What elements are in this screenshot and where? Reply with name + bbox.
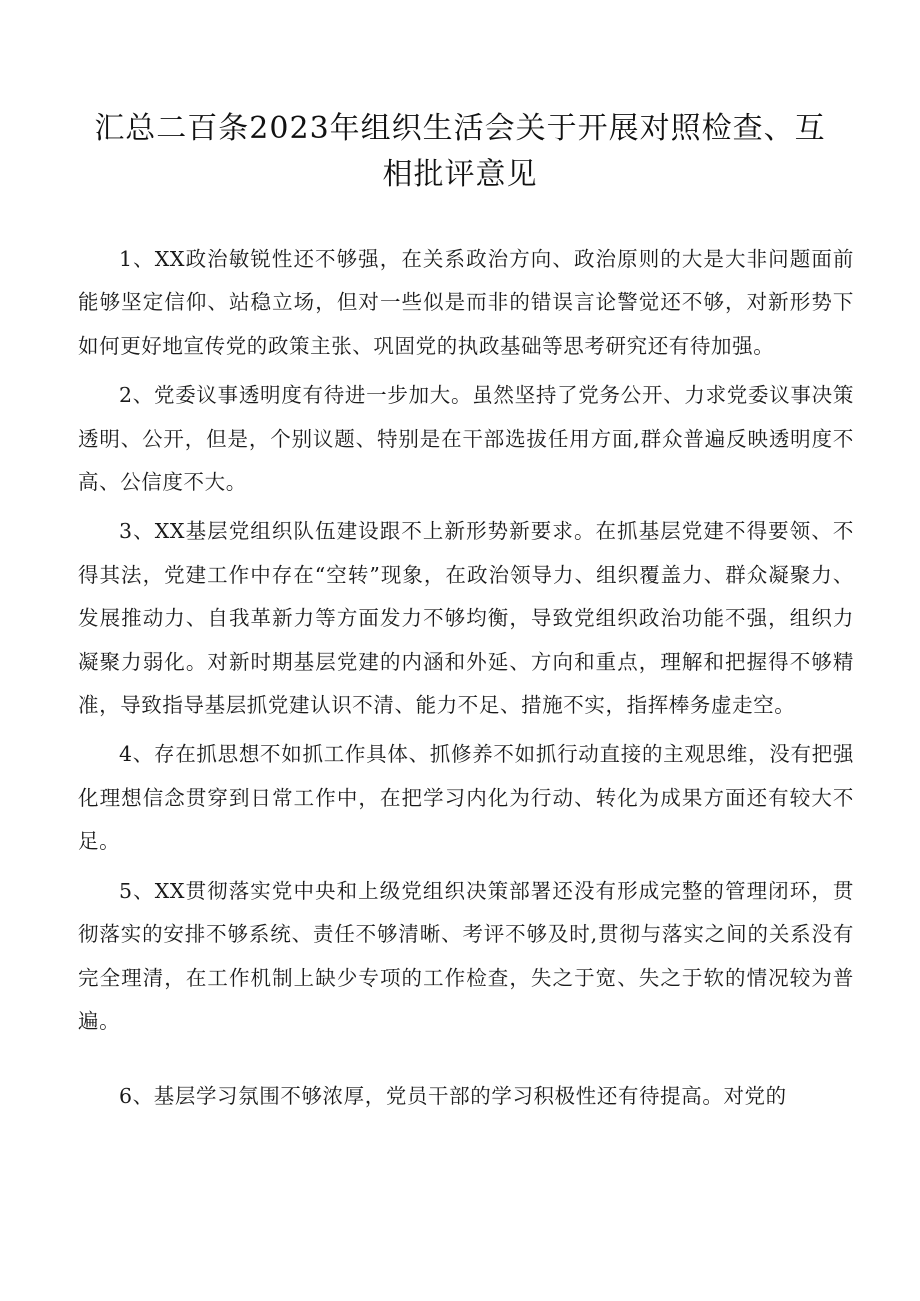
paragraph-1: 1、XX政治敏锐性还不够强，在关系政治方向、政治原则的大是大非问题面前能够坚定信仰、站稳立场，但对一些似是而非的错误言论警觉还不够，对新形势下如何更好地宣传党的政策主张、巩固党的执政基础等思考研究还有待加强。 [78,247,854,358]
paragraph-4: 4、存在抓思想不如抓工作具体、抓修养不如抓行动直接的主观思维，没有把强化理想信念贯穿到日常工作中，在把学习内化为行动、转化为成果方面还有较大不足。 [78,742,854,854]
paragraph-5: 5、XX贯彻落实党中央和上级党组织决策部署还没有形成完整的管理闭环，贯彻落实的安排不够系统、责任不够清晰、考评不够及时,贯彻与落实之间的关系没有完全理清，在工作机制上缺少专项的工作检查，失之于宽、失之于软的情况较为普遍。 [78,878,854,1033]
paragraph-3: 3、XX基层党组织队伍建设跟不上新形势新要求。在抓基层党建不得要领、不得其法，党建工作中存在“空转”现象，在政治领导力、组织覆盖力、群众凝聚力、发展推动力、自我革新力等方面发力不够均衡，导致党组织政治功能不强，组织力凝聚力弱化。对新时期基层党建的内涵和外延、方向和重点，理解和把握得不够精准，导致指导基层抓党建认识不清、能力不足、措施不实，指挥棒务虚走空。 [78,519,854,718]
paragraph-2: 2、党委议事透明度有待进一步加大。虽然坚持了党务公开、力求党委议事决策透明、公开，但是，个别议题、特别是在干部选拔任用方面,群众普遍反映透明度不高、公信度不大。 [78,383,854,495]
paragraph-6: 6、基层学习氛围不够浓厚，党员干部的学习积极性还有待提高。对党的 [119,1084,787,1109]
document-title: 汇总二百条2023年组织生活会关于开展对照检查、互相批评意见 [94,111,826,192]
document-body [78,238,854,1125]
